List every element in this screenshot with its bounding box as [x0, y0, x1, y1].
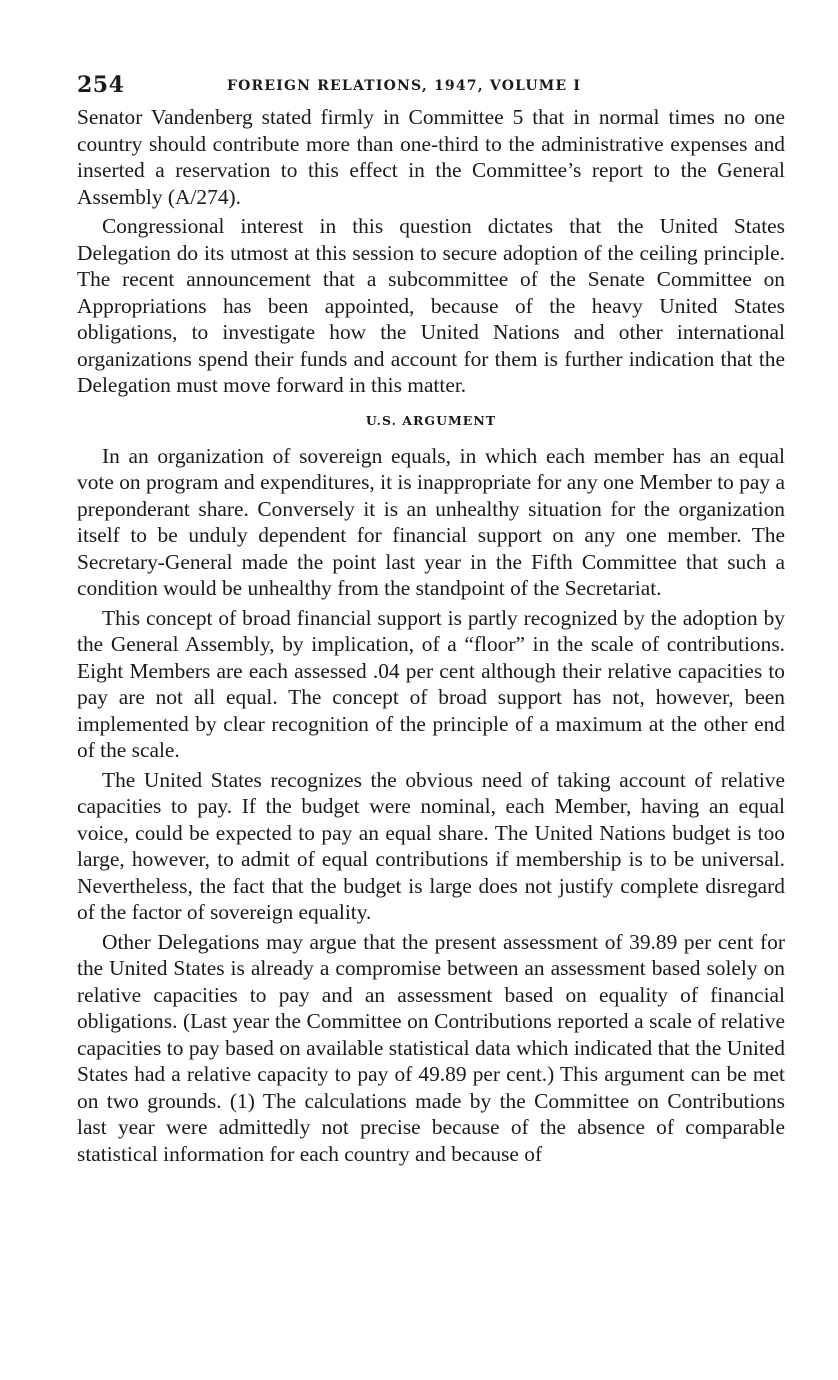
section-heading: U.S. ARGUMENT	[365, 412, 497, 428]
paragraph-other-delegations: Other Delegations may argue that the present assessment of 39.89 per cent for the United States is already a compromise between an assessment based solely on relative capacities to pay and an assessment based on equality of financial obligations. (Last year the Committee on Contributions reported a scale of relative capacities to pay based on available statistical data which indicated that the United States had a relative capacity to pay of 49.89 per cent.) This argument can be met on two grounds. (1) The calculations made by the Committee on Contributions last year were admittedly not precise because of the absence of comparable statistical information for each country and because of	[77, 929, 785, 1166]
document-page	[77, 70, 785, 1167]
paragraph-relative-capacities: The United States recognizes the obvious need of taking account of relative capacities to pay. If the budget were nominal, each Member, having an equal voice, could be expected to pay an equal share. The United Nations budget is too large, however, to admit of equal contributions if membership is to be universal. Nevertheless, the fact that the budget is large does not justify complete disregard of the factor of sovereign equality.	[77, 767, 785, 924]
running-head	[77, 70, 785, 104]
running-head-title: FOREIGN RELATIONS, 1947, VOLUME I	[227, 78, 582, 94]
page-number: 254	[77, 72, 125, 98]
paragraph-vandenberg-reservation: Senator Vandenberg stated firmly in Committee 5 that in normal times no one country should contribute more than one-third to the administrative expenses and inserted a reservation to this effect in the Committee’s report to the General Assembly (A/274).	[77, 105, 785, 209]
paragraph-congressional-interest: Congressional interest in this question dictates that the United States Delegation do its utmost at this session to secure adoption of the ceiling principle. The recent announcement that a subcommittee of the Senate Committee on Appropriations has been appointed, because of the heavy United States obligations, to investigate how the United Nations and other international organizations spend their funds and account for them is further indication that the Delegation must move forward in this matter.	[77, 214, 785, 397]
paragraph-sovereign-equals: In an organization of sovereign equals, in which each member has an equal vote on program and expenditures, it is inappropriate for any one Member to pay a preponderant share. Conversely it is an unhealthy situation for the organization itself to be unduly dependent for financial support on any one member. The Secretary-General made the point last year in the Fifth Committee that such a condition would be unhealthy from the standpoint of the Secretariat.	[77, 443, 785, 600]
paragraph-broad-support: This concept of broad financial support is partly recognized by the adoption by the General Assembly, by implication, of a “floor” in the scale of contributions. Eight Members are each assessed .04 per cent although their relative capacities to pay are not all equal. The concept of broad support has not, however, been implemented by clear recognition of the principle of a maximum at the other end of the scale.	[77, 605, 785, 762]
